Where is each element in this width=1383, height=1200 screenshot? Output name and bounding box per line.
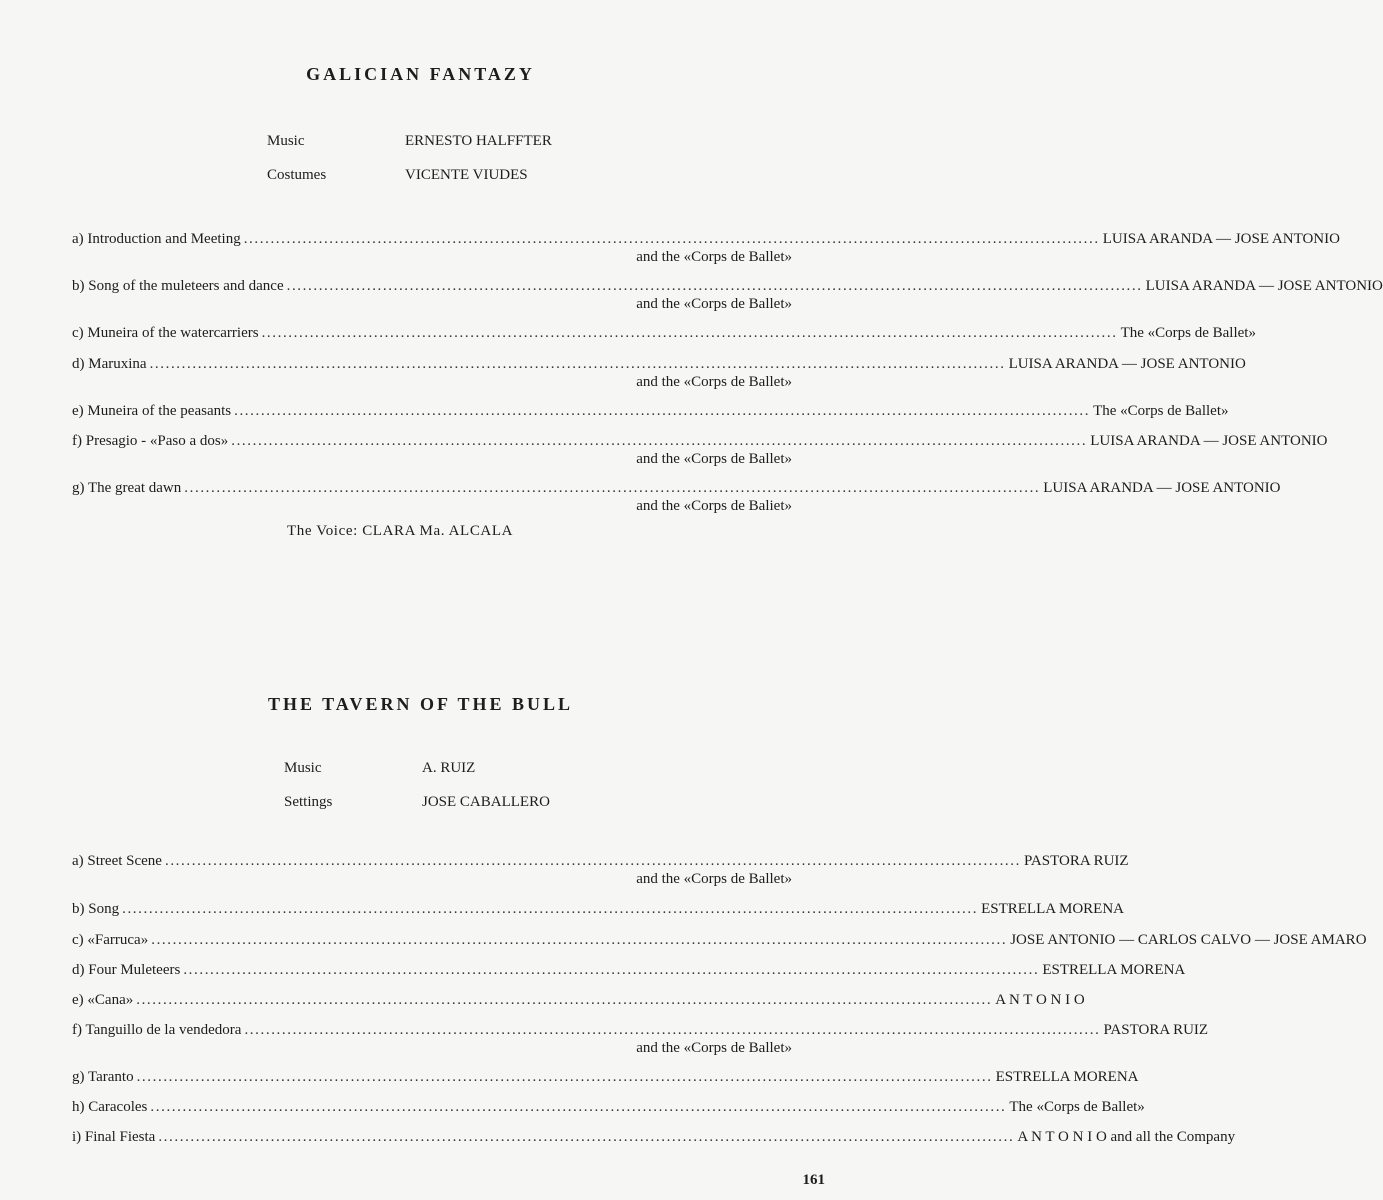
credit-role: Music (284, 759, 322, 776)
number-item (72, 230, 1340, 266)
number-performers: ESTRELLA MORENA (995, 1069, 1139, 1085)
number-item (72, 355, 1246, 391)
number-performers: The «Corps de Ballet» (1120, 325, 1256, 341)
credit-row (284, 751, 550, 785)
credit-role: Settings (284, 793, 333, 810)
dot-leader: ................................................................................................................................................................ (286, 278, 1143, 294)
number-performers-continued: and the «Corps de Ballet» (636, 451, 792, 467)
number-item (72, 931, 1367, 949)
dot-leader: ................................................................................................................................................................ (231, 433, 1088, 449)
number-item (72, 324, 1256, 342)
number-item (72, 852, 1129, 888)
section-title-tavern: THE TAVERN OF THE BULL (267, 694, 574, 714)
number-title: b) Song of the muleteers and dance (72, 278, 284, 294)
number-title: g) The great dawn (72, 480, 182, 496)
dot-leader: ................................................................................................................................................................ (164, 853, 1021, 869)
dot-leader: ................................................................................................................................................................ (158, 1129, 1015, 1145)
number-title: f) Presagio - «Paso a dos» (72, 433, 229, 449)
credit-row (284, 785, 550, 819)
number-item (72, 991, 1085, 1009)
dot-leader: ................................................................................................................................................................ (122, 901, 979, 917)
number-performers-continued: and the «Corps de Ballet» (636, 1040, 792, 1056)
number-title: g) Taranto (72, 1069, 134, 1085)
number-performers-continued: and the «Corps de Ballet» (636, 374, 792, 390)
number-item (72, 277, 1383, 313)
page-number: 161 (802, 1172, 825, 1188)
dot-leader: ................................................................................................................................................................ (234, 403, 1091, 419)
dot-leader: ................................................................................................................................................................ (136, 1069, 993, 1085)
credits-tavern (284, 751, 550, 819)
number-title: e) Muneira of the peasants (72, 403, 232, 419)
number-performers: ESTRELLA MORENA (981, 901, 1125, 917)
section-title-galician: GALICIAN FANTAZY (306, 64, 535, 84)
number-performers-continued: and the «Corps de Ballet» (636, 296, 792, 312)
number-title: c) «Farruca» (72, 932, 149, 948)
number-title: c) Muneira of the watercarriers (72, 325, 259, 341)
voice-credit: The Voice: CLARA Ma. ALCALA (287, 523, 514, 539)
dot-leader: ................................................................................................................................................................ (183, 962, 1040, 978)
number-item (72, 1021, 1209, 1057)
number-title: a) Street Scene (72, 853, 162, 869)
number-performers: ESTRELLA MORENA (1042, 962, 1186, 978)
number-item (72, 479, 1281, 515)
credit-row (267, 158, 552, 192)
dot-leader: ................................................................................................................................................................ (243, 231, 1100, 247)
number-performers-continued: and the «Corps de Ballet» (636, 249, 792, 265)
credit-name: A. RUIZ (422, 759, 476, 776)
number-item (72, 1128, 1236, 1146)
number-performers: The «Corps de Ballet» (1093, 403, 1229, 419)
number-performers: LUISA ARANDA — JOSE ANTONIO (1090, 433, 1328, 449)
number-performers: PASTORA RUIZ (1103, 1022, 1209, 1038)
dot-leader: ................................................................................................................................................................ (149, 356, 1006, 372)
credit-role: Music (267, 132, 305, 149)
number-item (72, 961, 1186, 979)
dot-leader: ................................................................................................................................................................ (261, 325, 1118, 341)
number-item (72, 432, 1328, 468)
number-performers: A N T O N I O (995, 992, 1085, 1008)
number-performers: LUISA ARANDA — JOSE ANTONIO (1102, 231, 1340, 247)
number-performers: PASTORA RUIZ (1023, 853, 1129, 869)
number-performers: LUISA ARANDA — JOSE ANTONIO (1145, 278, 1383, 294)
number-title: a) Introduction and Meeting (72, 231, 241, 247)
number-performers: The «Corps de Ballet» (1009, 1099, 1145, 1115)
number-title: d) Maruxina (72, 356, 147, 372)
dot-leader: ................................................................................................................................................................ (244, 1022, 1101, 1038)
number-performers-continued: and the «Corps de Baliet» (636, 498, 792, 514)
number-item (72, 1068, 1139, 1086)
number-performers: LUISA ARANDA — JOSE ANTONIO (1043, 480, 1281, 496)
credit-row (267, 124, 552, 158)
number-title: b) Song (72, 901, 120, 917)
number-title: h) Caracoles (72, 1099, 148, 1115)
number-title: d) Four Muleteers (72, 962, 181, 978)
number-title: e) «Cana» (72, 992, 134, 1008)
dot-leader: ................................................................................................................................................................ (151, 932, 1008, 948)
number-title: i) Final Fiesta (72, 1129, 156, 1145)
credit-name: ERNESTO HALFFTER (405, 132, 552, 149)
credit-name: JOSE CABALLERO (422, 793, 550, 810)
number-item (72, 1098, 1145, 1116)
dot-leader: ................................................................................................................................................................ (184, 480, 1041, 496)
credit-role: Costumes (267, 166, 327, 183)
dot-leader: ................................................................................................................................................................ (136, 992, 993, 1008)
dot-leader: ................................................................................................................................................................ (150, 1099, 1007, 1115)
number-performers: LUISA ARANDA — JOSE ANTONIO (1008, 356, 1246, 372)
number-title: f) Tanguillo de la vendedora (72, 1022, 242, 1038)
number-performers: A N T O N I O and all the Company (1017, 1129, 1236, 1145)
number-performers-continued: and the «Corps de Ballet» (636, 871, 792, 887)
number-performers: JOSE ANTONIO — CARLOS CALVO — JOSE AMARO (1010, 932, 1367, 948)
number-item (72, 900, 1125, 918)
credits-galician (267, 124, 552, 192)
credit-name: VICENTE VIUDES (405, 166, 528, 183)
number-item (72, 402, 1229, 420)
